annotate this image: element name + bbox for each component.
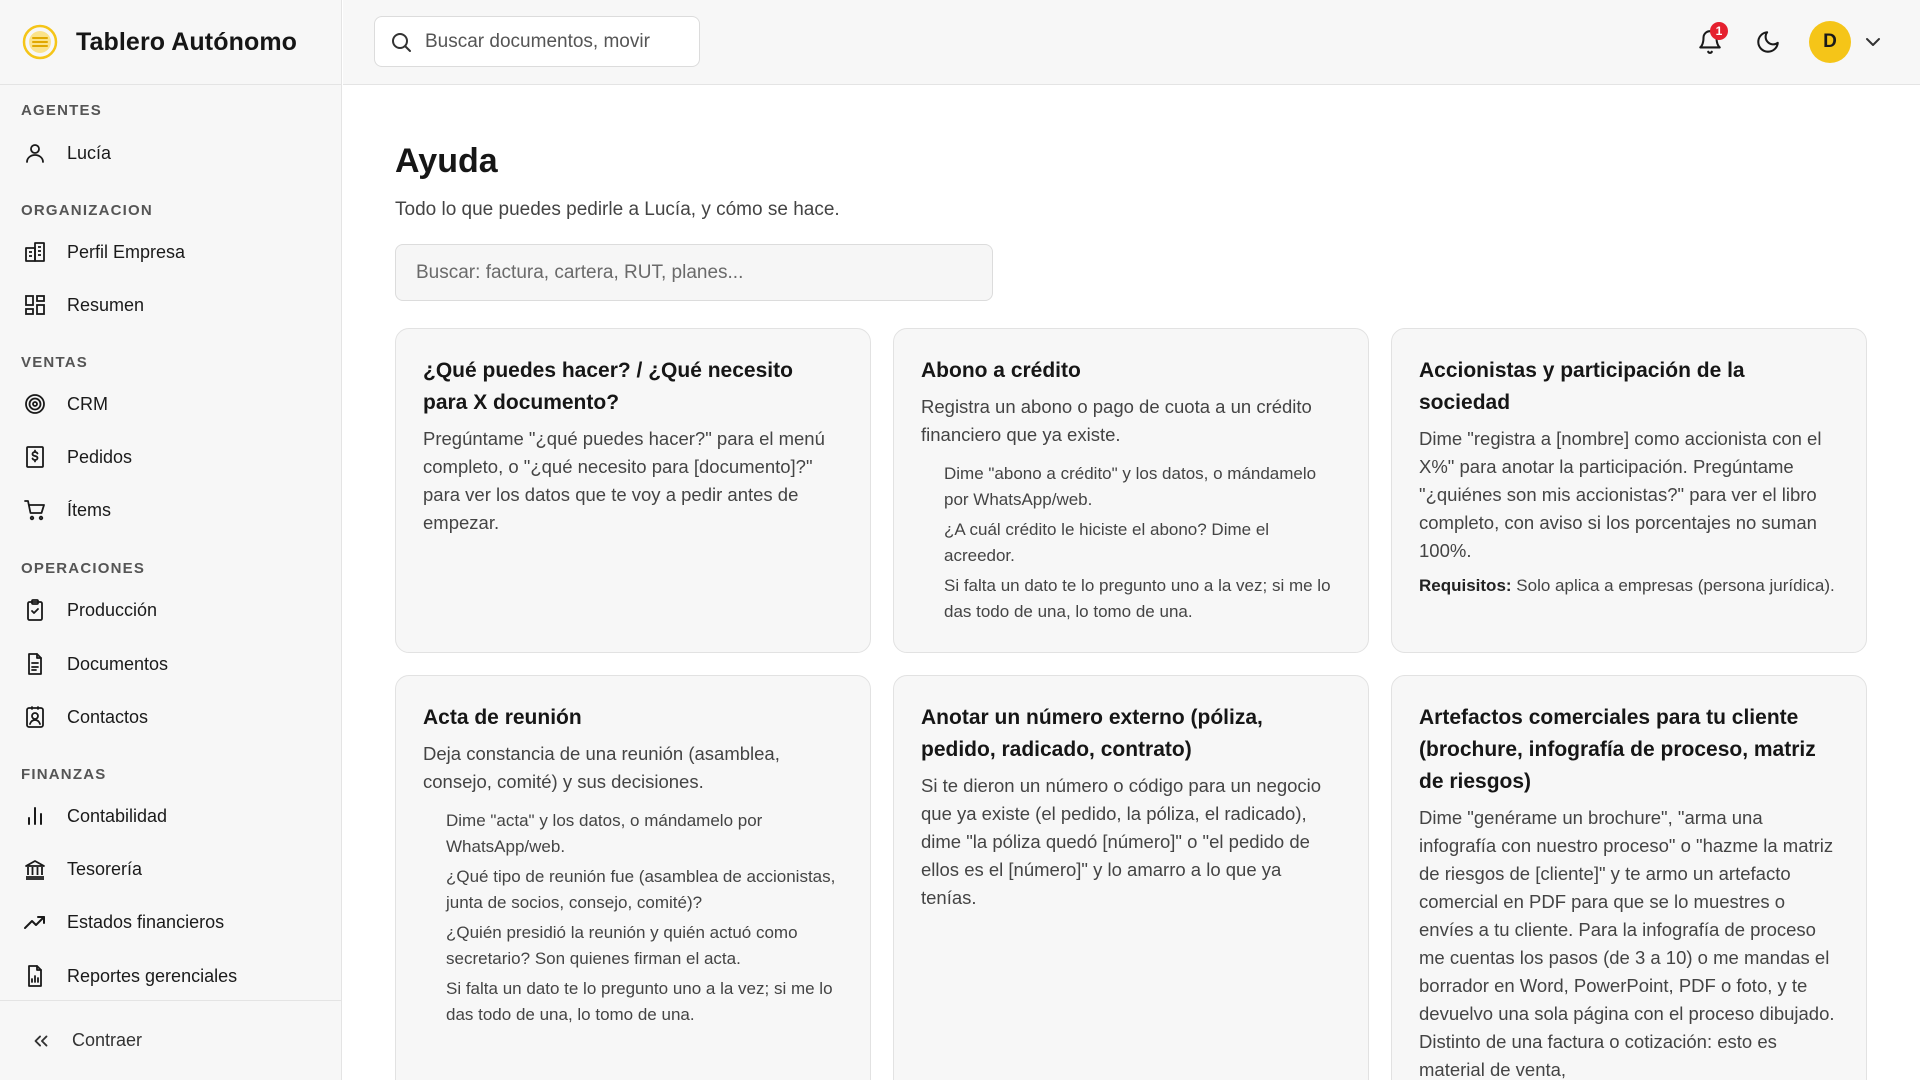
sidebar-item-label: Contactos bbox=[67, 706, 149, 727]
card-step: Dime "acta" y los datos, o mándamelo por WhatsApp/web. bbox=[446, 811, 763, 856]
global-search[interactable] bbox=[374, 16, 700, 67]
section-label-organizacion: ORGANIZACION bbox=[21, 202, 153, 219]
logo-icon bbox=[22, 24, 58, 60]
sidebar-item-label: Pedidos bbox=[67, 446, 133, 467]
notifications-button[interactable] bbox=[1690, 22, 1730, 62]
section-label-agentes: AGENTES bbox=[21, 102, 102, 119]
contact-icon bbox=[21, 703, 49, 731]
bank-icon bbox=[21, 855, 49, 883]
card-title: Accionistas y participación de la sociedad bbox=[1419, 359, 1745, 414]
sidebar-item-label: Tesorería bbox=[67, 858, 143, 879]
page-title: Ayuda bbox=[395, 142, 498, 180]
sidebar-item-documentos[interactable] bbox=[21, 642, 329, 686]
requirements-text: Solo aplica a empresas (persona jurídica). bbox=[1511, 576, 1835, 595]
sidebar-item-contabilidad[interactable] bbox=[21, 794, 329, 838]
sidebar-item-label: CRM bbox=[67, 393, 108, 414]
card-step: ¿A cuál crédito le hiciste el abono? Dime el acreedor. bbox=[944, 520, 1270, 565]
global-search-input[interactable] bbox=[425, 31, 665, 53]
sidebar-item-contactos[interactable] bbox=[21, 695, 329, 739]
section-label-ventas: VENTAS bbox=[21, 354, 88, 371]
section-label-finanzas: FINANZAS bbox=[21, 766, 107, 783]
sidebar-item-estados-financieros[interactable] bbox=[21, 900, 329, 944]
sidebar-item-label: Perfil Empresa bbox=[67, 241, 186, 262]
notification-badge: 1 bbox=[1710, 22, 1728, 40]
card-description: Dime "genérame un brochure", "arma una infografía con nuestro proceso" o "hazme la matriz de riesgos de [cliente]" y te armo un artefacto comercial en PDF para que se lo muestres o envíes a tu cliente. Para la infografía de proceso me cuentas los pasos (de 3 a 10) o me mandas el borrador en Word, PowerPoint, PDF o foto, y te devuelvo una sola página con el proceso dibujado. Distinto de una factura o cotización: esto es material de venta, bbox=[1419, 807, 1835, 1080]
requirements-label: Requisitos: bbox=[1419, 576, 1512, 595]
sidebar-item-label: Ítems bbox=[67, 499, 112, 520]
sidebar bbox=[0, 0, 342, 1080]
card-title: Anotar un número externo (póliza, pedido, radicado, contrato) bbox=[921, 706, 1263, 761]
sidebar-item-reportes-gerenciales[interactable] bbox=[21, 954, 329, 998]
sidebar-item-pedidos[interactable] bbox=[21, 435, 329, 479]
card-step: ¿Qué tipo de reunión fue (asamblea de accionistas, junta de socios, consejo, comité)? bbox=[446, 867, 836, 912]
chevron-down-icon[interactable] bbox=[1861, 30, 1885, 54]
sidebar-item-label: Resumen bbox=[67, 294, 145, 315]
bar-chart-icon bbox=[21, 802, 49, 830]
brand[interactable] bbox=[0, 0, 341, 85]
card-step: Si falta un dato te lo pregunto uno a la vez; si me lo das todo de una, lo tomo de una. bbox=[944, 576, 1331, 621]
card-step: ¿Quién presidió la reunión y quién actuó como secretario? Son quienes firman el acta. bbox=[446, 923, 798, 968]
sidebar-item-label: Estados financieros bbox=[67, 911, 225, 932]
sidebar-item-resumen[interactable] bbox=[21, 283, 329, 327]
search-icon bbox=[389, 30, 413, 54]
chevrons-left-icon bbox=[30, 1030, 52, 1052]
help-card[interactable] bbox=[1391, 675, 1867, 1080]
page-subtitle: Todo lo que puedes pedirle a Lucía, y cómo se hace. bbox=[395, 199, 840, 220]
app-title: Tablero Autónomo bbox=[76, 27, 298, 56]
help-card[interactable] bbox=[1391, 328, 1867, 653]
sidebar-item-lucia[interactable] bbox=[21, 131, 329, 175]
help-card[interactable] bbox=[395, 328, 871, 653]
card-description: Registra un abono o pago de cuota a un crédito financiero que ya existe. bbox=[921, 396, 1312, 445]
trending-up-icon bbox=[21, 908, 49, 936]
sidebar-item-label: Contabilidad bbox=[67, 805, 168, 826]
avatar[interactable]: D bbox=[1809, 21, 1851, 63]
sidebar-item-perfil-empresa[interactable] bbox=[21, 230, 329, 274]
dashboard-icon bbox=[21, 291, 49, 319]
card-step: Si falta un dato te lo pregunto uno a la vez; si me lo das todo de una, lo tomo de una. bbox=[446, 979, 833, 1024]
help-card[interactable] bbox=[893, 675, 1369, 1080]
card-steps bbox=[423, 808, 843, 1028]
sidebar-item-produccion[interactable] bbox=[21, 588, 329, 632]
card-requirements bbox=[1419, 573, 1839, 599]
sidebar-item-items[interactable] bbox=[21, 488, 329, 532]
sidebar-item-label: Lucía bbox=[67, 142, 112, 163]
user-icon bbox=[21, 139, 49, 167]
help-search-input[interactable] bbox=[395, 244, 993, 301]
receipt-icon bbox=[21, 443, 49, 471]
collapse-label: Contraer bbox=[72, 1030, 143, 1050]
sidebar-item-label: Producción bbox=[67, 599, 158, 620]
card-description: Pregúntame "¿qué puedes hacer?" para el menú completo, o "¿qué necesito para [documento]?" para ver los datos que te voy a pedir antes de empezar. bbox=[423, 428, 825, 533]
cart-icon bbox=[21, 496, 49, 524]
report-icon bbox=[21, 962, 49, 990]
card-title: Artefactos comerciales para tu cliente (brochure, infografía de proceso, matriz de riesgos) bbox=[1419, 706, 1816, 793]
clipboard-check-icon bbox=[21, 596, 49, 624]
card-title: ¿Qué puedes hacer? / ¿Qué necesito para X documento? bbox=[423, 359, 793, 414]
document-icon bbox=[21, 650, 49, 678]
sidebar-item-label: Documentos bbox=[67, 653, 169, 674]
sidebar-nav bbox=[0, 85, 341, 1000]
card-step: Dime "abono a crédito" y los datos, o mándamelo por WhatsApp/web. bbox=[944, 464, 1317, 509]
card-title: Acta de reunión bbox=[423, 706, 582, 729]
building-icon bbox=[21, 238, 49, 266]
sidebar-item-tesoreria[interactable] bbox=[21, 847, 329, 891]
moon-icon bbox=[1755, 29, 1781, 55]
theme-toggle-button[interactable] bbox=[1748, 22, 1788, 62]
help-card[interactable] bbox=[395, 675, 871, 1080]
main-content bbox=[343, 86, 1920, 1080]
card-description: Si te dieron un número o código para un negocio que ya existe (el pedido, la póliza, el radicado), dime "la póliza quedó [número]" o "el pedido de ellos es el [número]" y lo amarro a lo que ya tenías. bbox=[921, 775, 1322, 908]
sidebar-item-crm[interactable] bbox=[21, 382, 329, 426]
section-label-operaciones: OPERACIONES bbox=[21, 560, 146, 577]
collapse-button[interactable] bbox=[0, 1000, 341, 1080]
card-description: Dime "registra a [nombre] como accionista con el X%" para anotar la participación. Pregúntame "¿quiénes son mis accionistas?" para ver el libro completo, con aviso si los porcentajes no suman 100%. bbox=[1419, 428, 1822, 561]
sidebar-item-label: Reportes gerenciales bbox=[67, 965, 238, 986]
top-header bbox=[343, 0, 1920, 85]
card-title: Abono a crédito bbox=[921, 359, 1081, 382]
help-card[interactable] bbox=[893, 328, 1369, 653]
target-icon bbox=[21, 390, 49, 418]
card-description: Deja constancia de una reunión (asamblea, consejo, comité) y sus decisiones. bbox=[423, 743, 780, 792]
card-steps bbox=[921, 461, 1341, 625]
